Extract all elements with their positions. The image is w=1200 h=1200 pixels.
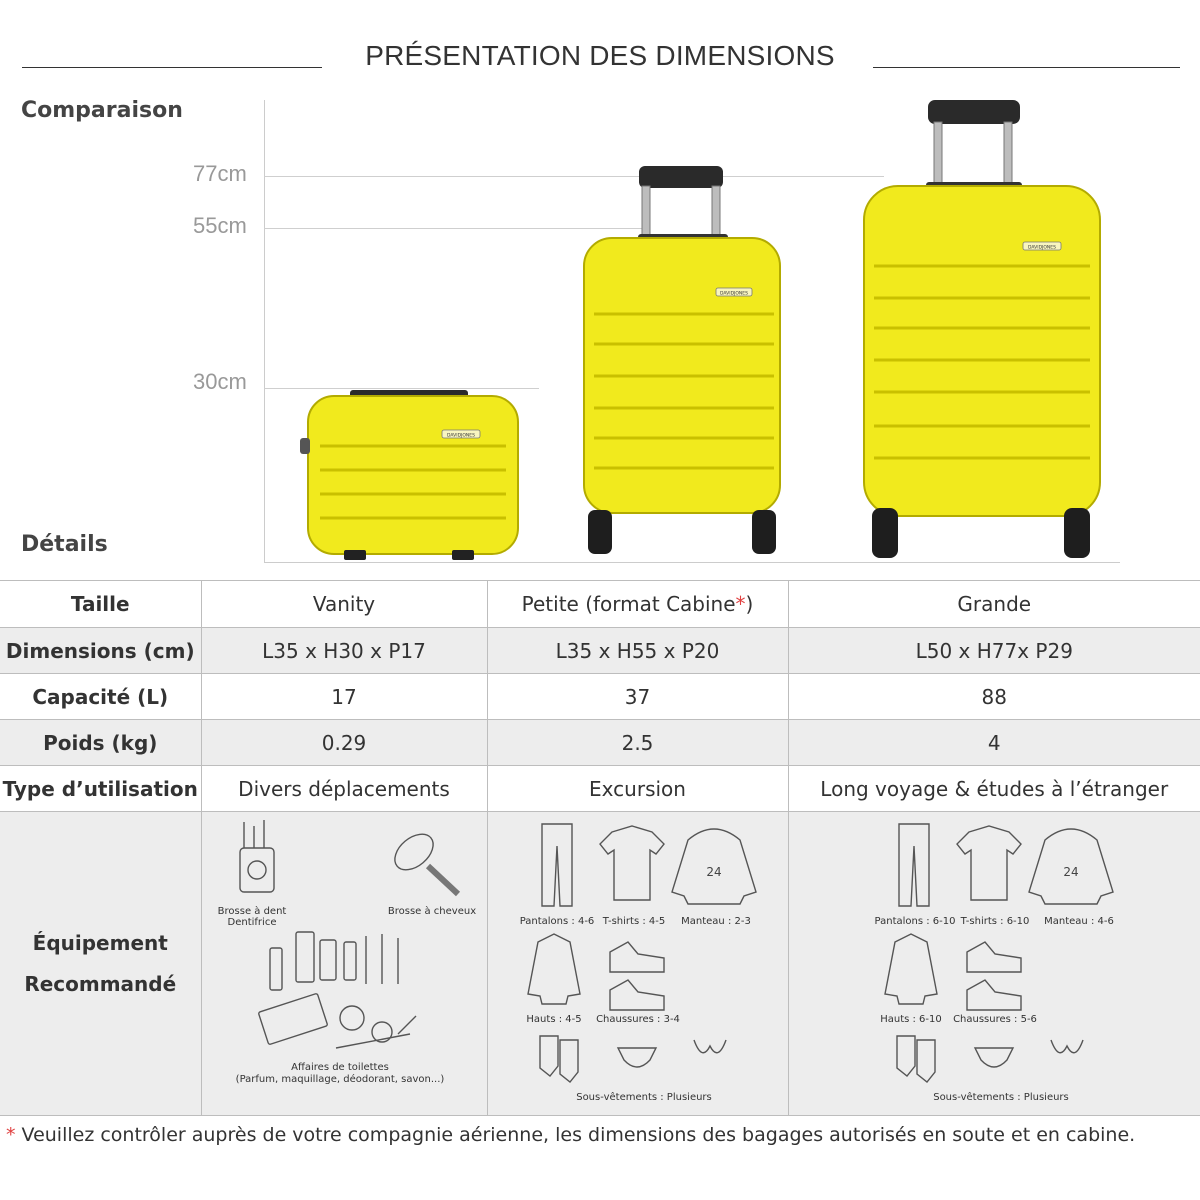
specs-table (0, 580, 1200, 1116)
petite-pants-label: Pantalons : 4-6 (519, 916, 595, 927)
footnote (6, 1124, 1135, 1146)
cabin-suitcase-image (578, 162, 790, 562)
lotion-tube-icon (296, 932, 314, 982)
toothbrush-label-2: Dentifrice (227, 917, 277, 928)
cell-usage-grande: Long voyage & études à l’étranger (788, 766, 1200, 812)
bra-icon (1051, 1040, 1083, 1053)
eyeshadow-palette-icon (258, 993, 327, 1044)
cell-dimensions-petite: L35 x H55 x P20 (487, 628, 788, 674)
table-row-usage (0, 766, 1200, 812)
hoodie-number: 24 (1063, 865, 1079, 879)
petite-equipment-illustration (488, 812, 787, 1110)
gridline-77 (264, 176, 884, 177)
table-row-weight (0, 720, 1200, 766)
cell-dimensions-vanity: L35 x H30 x P17 (201, 628, 487, 674)
table-row-capacity (0, 674, 1200, 720)
grande-pants-label: Pantalons : 6-10 (874, 916, 956, 927)
cell-size-petite-text: Petite (format Cabine (521, 592, 736, 616)
grande-equipment-illustration (789, 812, 1199, 1110)
underwear-icon (618, 1048, 656, 1067)
socks-icon (540, 1036, 578, 1082)
vanity-case-image (298, 388, 528, 563)
page-title: PRÉSENTATION DES DIMENSIONS (365, 40, 835, 71)
comparison-heading: Comparaison (21, 98, 183, 123)
equipment-label-line1: Équipement (32, 930, 168, 955)
gridline-label-77: 77cm (193, 161, 247, 186)
grande-shoes-label: Chaussures : 5-6 (953, 1014, 1038, 1025)
cell-weight-petite: 2.5 (487, 720, 788, 766)
footnote-asterisk: * (6, 1124, 16, 1146)
table-row-dimensions (0, 628, 1200, 674)
grande-tshirts-label: T-shirts : 6-10 (960, 916, 1030, 927)
row-label-usage: Type d’utilisation (0, 766, 201, 812)
grande-coat-label: Manteau : 4-6 (1044, 916, 1115, 927)
cell-size-petite-close: ) (745, 592, 754, 616)
toiletries-label-1: Affaires de toilettes (291, 1062, 389, 1073)
toothbrush-label-1: Brosse à dent (217, 906, 287, 917)
cell-usage-petite: Excursion (487, 766, 788, 812)
cell-capacity-petite: 37 (487, 674, 788, 720)
tshirt-icon (600, 826, 664, 900)
cabin-brand-plate: DAVIDJONES (720, 291, 748, 297)
gridline-label-30: 30cm (193, 369, 247, 394)
footnote-text: Veuillez contrôler auprès de votre compagnie aérienne, les dimensions des bagages autorisés en soute et en cabine. (21, 1124, 1136, 1146)
cell-equipment-petite (487, 812, 788, 1116)
grande-underwear-label: Sous-vêtements : Plusieurs (933, 1092, 1070, 1103)
hairbrush-label: Brosse à cheveux (387, 906, 477, 917)
cell-usage-vanity: Divers déplacements (201, 766, 487, 812)
socks-icon (897, 1036, 935, 1082)
shirt-icon (528, 934, 580, 1004)
cell-size-vanity: Vanity (201, 581, 487, 628)
perfume-bottle-icon (270, 948, 282, 990)
vanity-equipment-illustration (202, 812, 486, 1110)
gridline-label-55: 55cm (193, 213, 247, 238)
cell-equipment-grande (788, 812, 1200, 1116)
details-heading: Détails (21, 532, 108, 557)
petite-coat-label: Manteau : 2-3 (681, 916, 751, 927)
pants-icon (899, 824, 929, 906)
cell-capacity-grande: 88 (788, 674, 1200, 720)
vanity-brand-plate: DAVIDJONES (447, 433, 475, 439)
large-suitcase-image (858, 96, 1118, 562)
petite-underwear-label: Sous-vêtements : Plusieurs (576, 1092, 712, 1103)
toothbrush-cup-icon (240, 848, 274, 892)
underwear-icon (975, 1048, 1013, 1067)
toiletries-label-2: (Parfum, maquillage, déodorant, savon...) (235, 1074, 445, 1085)
row-label-size: Taille (0, 581, 201, 628)
tshirt-icon (957, 826, 1021, 900)
table-row-size (0, 581, 1200, 628)
cell-capacity-vanity: 17 (201, 674, 487, 720)
shirt-icon (885, 934, 937, 1004)
row-label-dimensions: Dimensions (cm) (0, 628, 201, 674)
cell-size-petite (487, 581, 788, 628)
cell-weight-vanity: 0.29 (201, 720, 487, 766)
petite-tshirts-label: T-shirts : 4-5 (602, 916, 666, 927)
row-label-weight: Poids (kg) (0, 720, 201, 766)
hoodie-number: 24 (706, 865, 722, 879)
cell-size-grande: Grande (788, 581, 1200, 628)
grande-tops-label: Hauts : 6-10 (880, 1014, 943, 1025)
row-label-equipment (0, 812, 201, 1116)
equipment-label-line2: Recommandé (24, 971, 177, 996)
row-label-capacity: Capacité (L) (0, 674, 201, 720)
large-brand-plate: DAVIDJONES (1028, 245, 1056, 251)
cell-dimensions-grande: L50 x H77x P29 (788, 628, 1200, 674)
bra-icon (694, 1040, 726, 1053)
cell-weight-grande: 4 (788, 720, 1200, 766)
petite-tops-label: Hauts : 4-5 (526, 1014, 582, 1025)
petite-shoes-label: Chaussures : 3-4 (596, 1014, 680, 1025)
shoe-icon (610, 942, 664, 972)
compact-mirror-icon (340, 1006, 364, 1030)
cell-equipment-vanity (201, 812, 487, 1116)
comparison-axis-vertical (264, 100, 265, 562)
pants-icon (542, 824, 572, 906)
cabin-asterisk: * (735, 592, 746, 616)
title-rule-right (873, 67, 1180, 68)
table-row-equipment (0, 812, 1200, 1116)
shoe-icon (967, 942, 1021, 972)
